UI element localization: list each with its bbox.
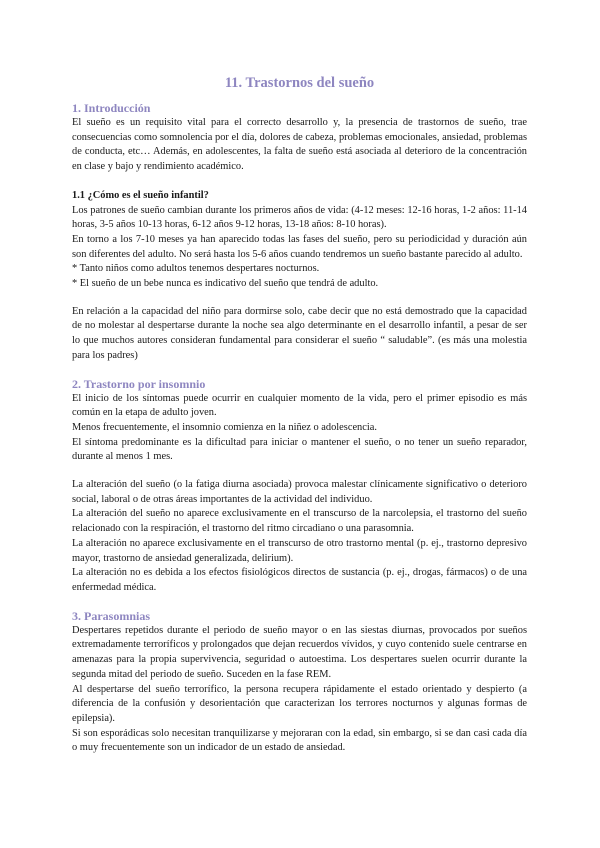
- paragraph: La alteración no es debida a los efectos fisiológicos directos de sustancia (p. ej., drogas, fármacos) o de una enfermedad médica.: [72, 567, 527, 593]
- section-heading-insomnio: 2. Trastorno por insomnio: [72, 376, 206, 391]
- paragraph: Si son esporádicas solo necesitan tranquilizarse y mejoraran con la edad, sin embargo, si se dan casi cada día o muy frecuentemente son un indicador de un estado de ansiedad.: [72, 727, 527, 754]
- paragraph: El inicio de los síntomas puede ocurrir en cualquier momento de la vida, pero el primer episodio es más común en la etapa de adulto joven.: [72, 392, 527, 419]
- paragraph: En torno a los 7-10 meses ya han aparecido todas las fases del sueño, pero su periodicidad y duración aún son diferentes del adulto. No será hasta los 5-6 años cuando tendremos un sueño bastante parecido al adulto.: [72, 233, 527, 260]
- bullet-note: * El sueño de un bebe nunca es indicativo del sueño que tendrá de adulto.: [72, 278, 379, 290]
- paragraph: Despertares repetidos durante el periodo de sueño mayor o en las siestas diurnas, provocados por sueños extremadamente terroríficos y prolongados que dejan recuerdos vívidos, y cuyo contenido suele centrarse en amenazas para la propia supervivencia, seguridad o autoestima. Los despertares suelen ocurrir durante la segunda mitad del periodo de sueño. Suceden en la fase REM.: [72, 624, 527, 680]
- paragraph: Los patrones de sueño cambian durante los primeros años de vida: (4-12 meses: 12-16 horas, 1-2 años: 11-14 horas, 3-5 años 10-13 horas, 6-12 años 9-12 horas, 13-18 años: 8-10 horas).: [72, 204, 527, 231]
- paragraph: En relación a la capacidad del niño para dormirse solo, cabe decir que no está demostrado que la capacidad de no molestar al despertarse durante la noche sea algo determinante en el desarrollo infantil, a pesar de ser lo que muchos autores consideran fundamental para considerar el sueño “ saludable”. (es más una molestia para los padres): [72, 305, 527, 361]
- paragraph: La alteración del sueño no aparece exclusivamente en el transcurso de la narcolepsia, el trastorno del sueño relacionado con la respiración, el trastorno del ritmo circadiano o una parasomnia.: [72, 508, 527, 535]
- section-heading-parasomnias: 3. Parasomnias: [72, 608, 150, 623]
- subsection-heading-sueno-infantil: 1.1 ¿Cómo es el sueño infantil?: [72, 189, 209, 201]
- section-heading-intro: 1. Introducción: [72, 101, 151, 115]
- paragraph: La alteración no aparece exclusivamente en el transcurso de otro trastorno mental (p. ej., trastorno depresivo mayor, trastorno de ansiedad generalizada, delirium).: [72, 537, 527, 564]
- paragraph: El síntoma predominante es la dificultad para iniciar o mantener el sueño, o no tener un sueño reparador, durante al menos 1 mes.: [72, 436, 527, 463]
- paragraph: Menos frecuentemente, el insomnio comienza en la niñez o adolescencia.: [72, 421, 377, 433]
- paragraph: La alteración del sueño (o la fatiga diurna asociada) provoca malestar clínicamente significativo o deterioro social, laboral o de otras áreas importantes de la actividad del individuo.: [72, 479, 527, 505]
- paragraph: El sueño es un requisito vital para el correcto desarrollo y, la presencia de trastornos de sueño, trae consecuencias como somnolencia por el día, dolores de cabeza, problemas emocionales, ansiedad, problemas de conducta, etc… Además, en adolescentes, la falta de sueño está asociada al deterioro de la concentración en clase y bajo y rendimiento académico.: [72, 117, 527, 173]
- paragraph: Al despertarse del sueño terrorífico, la persona recupera rápidamente el estado orientado y despierto (a diferencia de la confusión y desorientación que caracterizan los terrores nocturnos y algunas formas de epilepsia).: [72, 683, 527, 724]
- bullet-note: * Tanto niños como adultos tenemos despertares nocturnos.: [72, 263, 320, 275]
- page-title: 11. Trastornos del sueño: [224, 75, 375, 91]
- document-page: [72, 74, 527, 756]
